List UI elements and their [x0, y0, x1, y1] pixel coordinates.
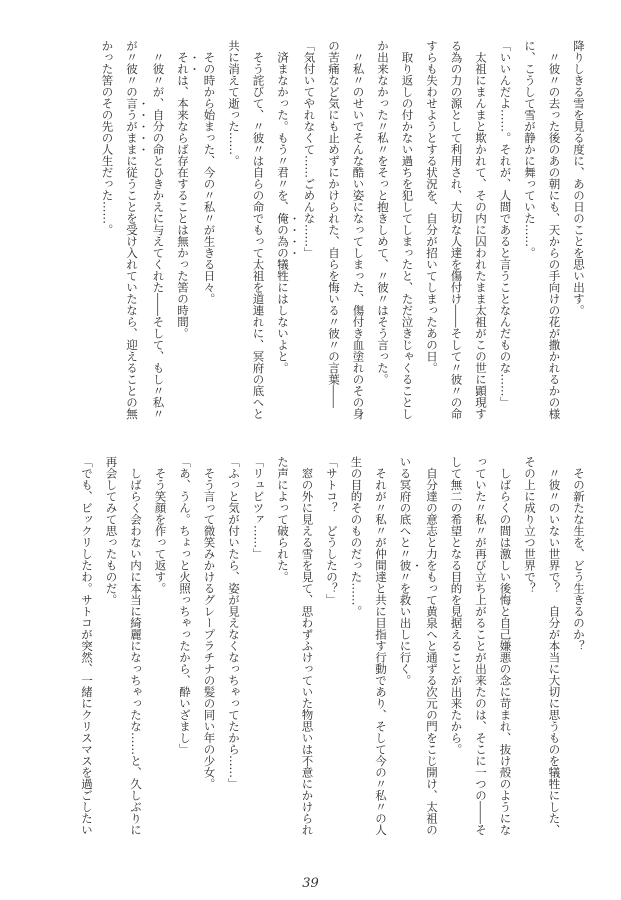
- text-segment: 犠牲にはしないよと。: [276, 258, 290, 374]
- text-line: 〃彼〃が、自分の命とひきかえに与えてくれた――そして、もし〃私〃: [151, 40, 166, 420]
- page-number: 39: [302, 876, 319, 891]
- text-segment: が〃彼〃の: [125, 40, 139, 98]
- emphasized-text: それ: [176, 51, 190, 75]
- text-line: すらも失わせようとする状況を、自分が招いてしまったあの日。: [425, 40, 439, 374]
- text-segment: いる冥府の底へと〃: [398, 456, 413, 560]
- text-line: して無二の希望となる目的を見据えることが出来たから。: [449, 456, 464, 755]
- text-line: そう笑顔を作って返す。: [153, 456, 168, 594]
- text-line: 自分達の意志と力をもって黄泉へと通ずる次元の門をこじ開け、太祖の: [425, 456, 439, 836]
- text-line: そう言って微笑みかけるグレープラチナの髪の同い年の少女。: [202, 456, 217, 790]
- text-line: 〃私〃のせいでそんな酷い姿になってしまった、傷付き血塗れのその身: [351, 40, 366, 420]
- text-line: 窓の外に見える雪を見て、思わずふけっていた物思いは不意にかけられ: [300, 456, 315, 836]
- text-line: 「サトコ？ どうしたの？」: [325, 456, 339, 606]
- text-line: [120, 40, 147, 420]
- text-line: 「でも、ビックリしたわ。サトコが突然、一緒にクリスマスを過ごしたい: [80, 456, 94, 836]
- text-line: 〃彼〃のいない世界で？ 自分が本当に大切に思うものを犠牲にした、: [547, 456, 562, 836]
- text-line: か出来なかった〃私〃をそっと抱きしめて、〃彼〃はそう言った。: [376, 40, 390, 385]
- top-text-block: [95, 40, 591, 420]
- text-line: に、こうして雪が静かに舞っていた……。: [523, 40, 537, 259]
- text-line: 「ふっと気が付いたら、姿が見えなくなっちゃってたから……」: [227, 456, 241, 790]
- text-line: それが〃私〃が仲間達と共に目指す行動であり、そして今の〃私〃の人: [374, 456, 388, 836]
- text-line: 「リュピツァ……」: [251, 456, 266, 560]
- text-line: しばらくの間は激しい後悔と自己嫌悪の念に苛まれ、抜け殻のようにな: [498, 456, 513, 836]
- text-line: そう詫びて、〃彼〃は自らの命でもって太祖を道連れに、冥府の底へと: [251, 40, 266, 420]
- text-line: [171, 40, 198, 420]
- emphasized-text: 俺の為の: [276, 212, 290, 259]
- text-line: 降りしきる雪を見る度に、あの日のことを思い出す。: [572, 40, 586, 316]
- text-line: 取り返しの付かない過ちを犯してしまったと、ただ泣きじゃくることし: [400, 40, 415, 420]
- text-line: 共に消えて逝った……。: [227, 40, 241, 167]
- text-line: っていた〃私〃が再び立ち上がることが出来たのは、そこに一つの――そ: [474, 456, 488, 836]
- emphasized-text: 言うがまま: [125, 97, 139, 155]
- bottom-text-block: [75, 456, 592, 836]
- text-segment: に従うことを受け入れていたなら、迎えることの無: [125, 155, 139, 420]
- text-segment: は、本来ならば存在することは無かった筈の時間。: [176, 74, 190, 339]
- text-line: 〃彼〃の去った後のあの朝にも、天からの手向けの花が撒かれるかの様: [547, 40, 562, 420]
- text-line: 生の目的そのものだった……。: [349, 456, 364, 617]
- text-segment: [176, 40, 190, 52]
- text-line: その新たな生を、どう生きるのか？: [572, 456, 586, 652]
- text-line: る為の力の源として利用され、大切な人達を傷付け――そして〃彼〃の命: [449, 40, 464, 420]
- text-line: その上に成り立つ世界で？: [523, 456, 537, 594]
- text-line: [271, 40, 298, 420]
- text-line: た声によって破られた。: [276, 456, 290, 583]
- text-line: 再会してみて思ったものだ。: [104, 456, 119, 606]
- text-segment: 済まなかった。もう〃君〃を、: [276, 40, 290, 213]
- text-line: その時から始まった、今の〃私〃が生きる日々。: [202, 40, 217, 305]
- text-line: の苦痛など気にも止めずにかけられた、自らを悔いる〃彼〃の言葉――: [327, 40, 341, 408]
- text-line: しばらく会わない内に本当に綺麗になっちゃったな……と、久しぶりに: [129, 456, 143, 836]
- text-segment: 〃を救い出しに行く。: [398, 571, 413, 686]
- emphasized-text: 彼: [398, 559, 413, 571]
- text-line: 太祖にまんまと欺かれて、その内に囚われたまま太祖がこの世に顕現す: [474, 40, 488, 420]
- text-line: 「気付いてやれなくて……ごめんな……」: [302, 40, 317, 259]
- text-line: [393, 456, 420, 836]
- text-line: かった筈のその先の人生だった……。: [100, 40, 115, 236]
- text-line: 「いいんだよ……。それが、人間であると言うことなんだものな……」: [498, 40, 513, 408]
- text-line: 「あ、うん。ちょっと火照っちゃったから、酔いざまし」: [178, 456, 192, 755]
